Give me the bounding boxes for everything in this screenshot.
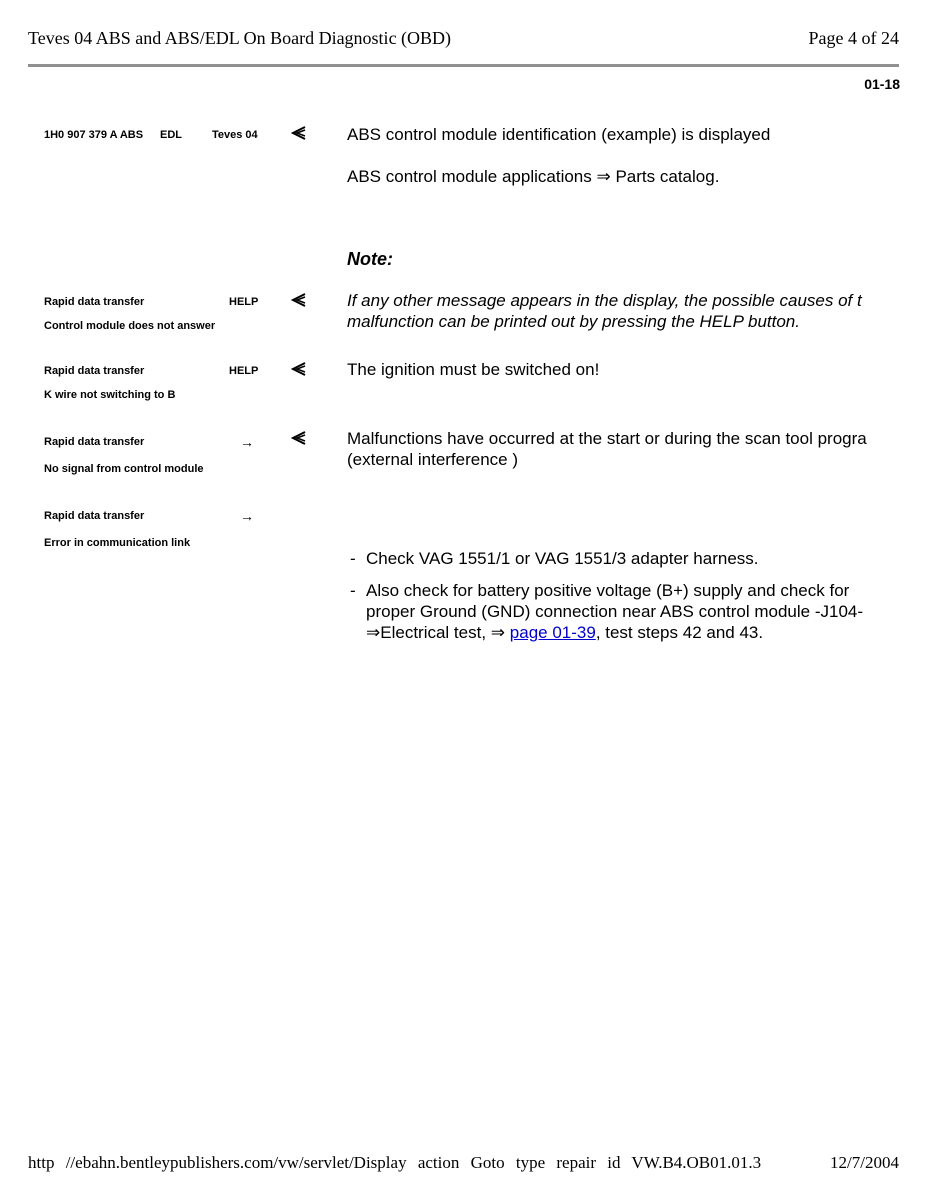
malfunction-text-line2: (external interference ) — [347, 450, 519, 469]
header-divider — [28, 64, 899, 67]
display-line1-mid: EDL — [160, 129, 182, 141]
reference-arrow-icon: ⇒ — [366, 623, 381, 642]
right-arrow-icon: → — [240, 434, 254, 450]
page-link[interactable]: page 01-39 — [509, 623, 596, 642]
display-line1-left: Rapid data transfer — [44, 510, 145, 522]
display-line2: Error in communication link — [44, 537, 191, 549]
bullet-item-2-line1: Also check for battery positive voltage (B+) supply and check for — [366, 581, 850, 600]
display-line1-left: Rapid data transfer — [44, 365, 145, 377]
page-indicator: Page 4 of 24 — [808, 28, 899, 48]
section-number: 01-18 — [864, 76, 900, 92]
display-line2: No signal from control module — [44, 463, 204, 475]
pointer-hand-icon — [290, 431, 306, 445]
bullet-item-1: Check VAG 1551/1 or VAG 1551/3 adapter harness. — [366, 549, 759, 568]
bullet-item-2-line3 — [366, 622, 899, 643]
footer-date: 12/7/2004 — [830, 1153, 899, 1172]
pointer-hand-icon — [290, 362, 306, 376]
malfunction-text-line1: Malfunctions have occurred at the start or during the scan tool progra — [347, 429, 867, 448]
reference-arrow-icon: ⇒ — [490, 623, 506, 642]
pointer-hand-icon — [290, 293, 306, 307]
display-line1-right: Teves 04 — [212, 129, 258, 141]
display-line1-right: HELP — [229, 365, 259, 377]
note-text-line1: If any other message appears in the display, the possible causes of t — [347, 291, 862, 310]
note-text-line2: malfunction can be printed out by pressing the HELP button. — [347, 312, 800, 331]
display-line1-left: Rapid data transfer — [44, 436, 145, 448]
footer-url: http //ebahn.bentleypublishers.com/vw/servlet/Display action Goto type repair id VW.B4.OB01.01.3 — [28, 1153, 762, 1172]
bullet-dash: - — [350, 581, 356, 600]
identification-text: ABS control module identification (example) is displayed — [347, 125, 771, 144]
display-line1-left: 1H0 907 379 A ABS — [44, 129, 144, 141]
display-line1-right: HELP — [229, 296, 259, 308]
document-title: Teves 04 ABS and ABS/EDL On Board Diagnostic (OBD) — [28, 28, 452, 48]
bullet-dash: - — [350, 549, 356, 568]
applications-suffix: Parts catalog. — [615, 167, 720, 186]
display-line1-left: Rapid data transfer — [44, 296, 145, 308]
display-line2: Control module does not answer — [44, 320, 216, 332]
display-line2: K wire not switching to B — [44, 389, 176, 401]
ignition-text: The ignition must be switched on! — [347, 360, 600, 379]
applications-prefix: ABS control module applications — [347, 167, 592, 186]
electrical-test-text: Electrical test, — [380, 623, 487, 642]
bullet-item-2-line2: proper Ground (GND) connection near ABS control module -J104- — [366, 602, 864, 621]
reference-arrow-icon: ⇒ — [596, 167, 611, 186]
test-steps-text: , test steps 42 and 43. — [595, 623, 764, 642]
pointer-hand-icon — [290, 126, 306, 140]
right-arrow-icon: → — [240, 508, 254, 524]
note-heading: Note: — [347, 249, 393, 269]
applications-text — [347, 166, 899, 187]
